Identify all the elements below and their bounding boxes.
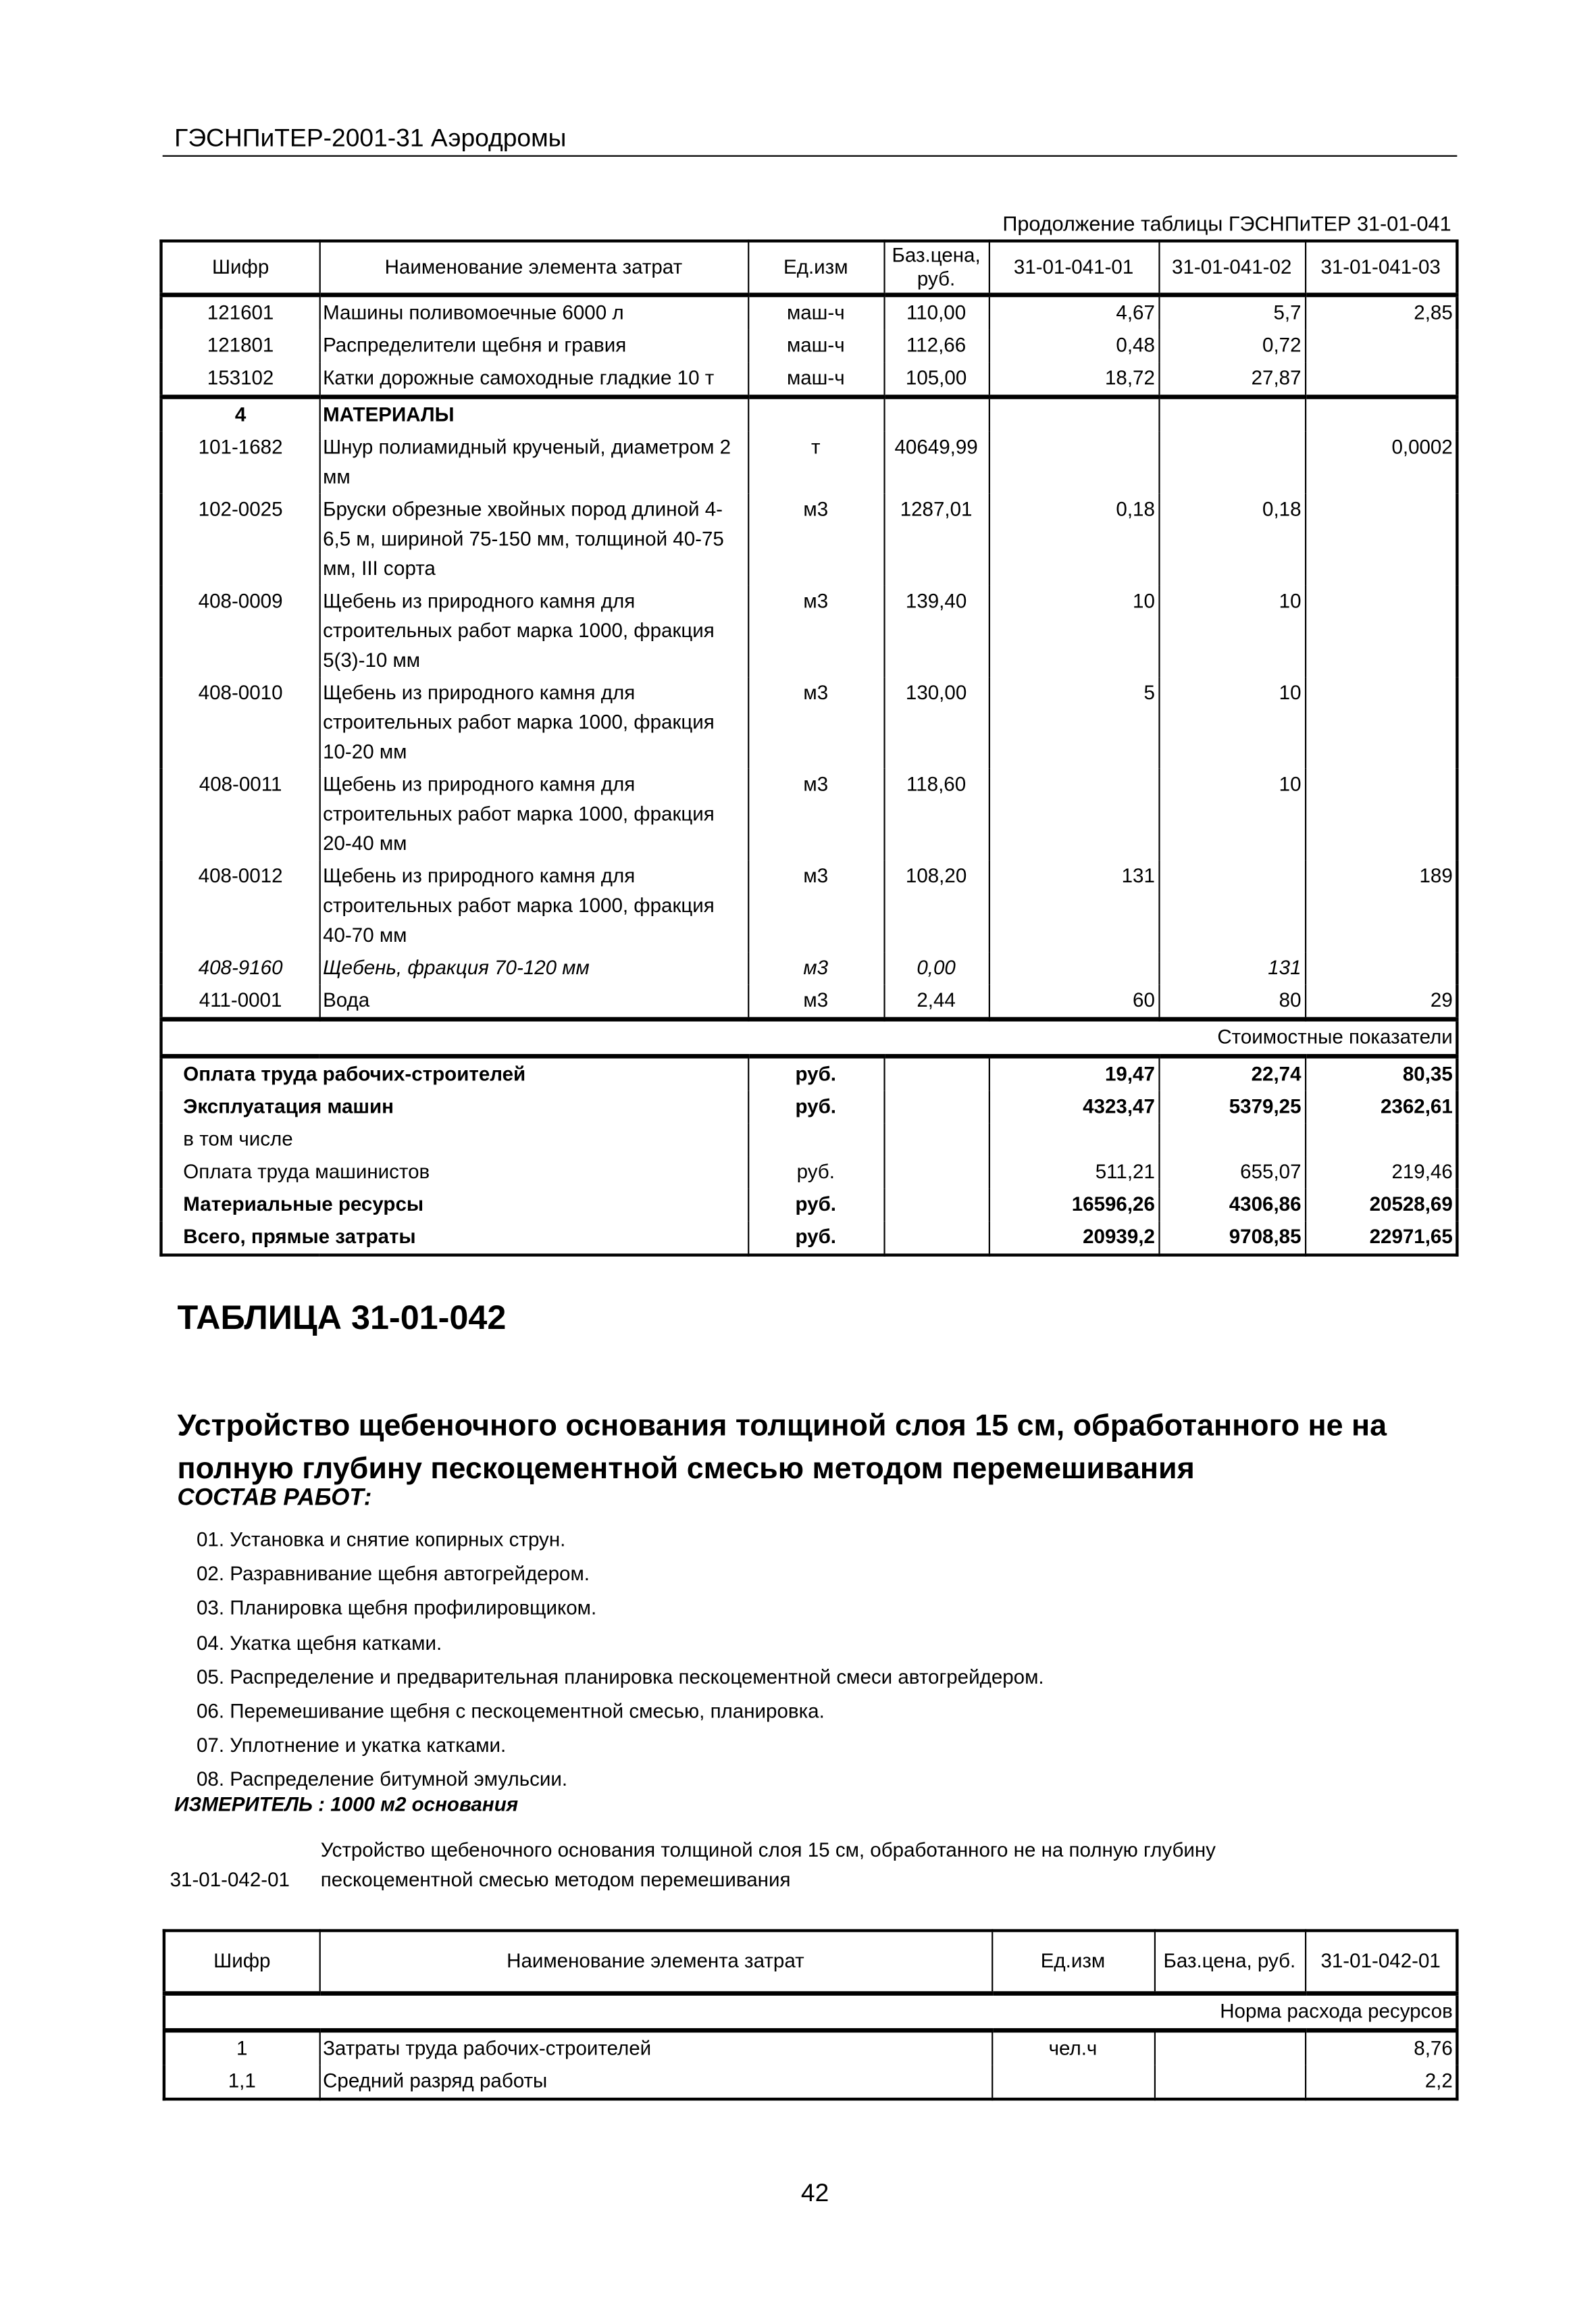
value-cell: 60 <box>989 984 1159 1019</box>
price-cell <box>1154 2030 1305 2065</box>
value-cell <box>1305 769 1457 861</box>
value-cell <box>989 397 1159 431</box>
summary-name: Оплата труда машинистов <box>161 1156 748 1188</box>
value-cell: 5,7 <box>1158 295 1305 330</box>
name-cell: Распределители щебня и гравия <box>319 330 748 362</box>
price-cell <box>1154 2065 1305 2099</box>
table-row <box>161 330 1457 362</box>
value-cell: 9708,85 <box>1158 1221 1305 1255</box>
table-row <box>161 397 1457 431</box>
code-cell: 408-0009 <box>161 585 319 677</box>
code-cell: 101-1682 <box>161 432 319 494</box>
column-header: Шифр <box>161 241 319 295</box>
column-header: 31-01-042-01 <box>1305 1931 1457 1994</box>
value-cell: 80,35 <box>1305 1056 1457 1090</box>
unit-cell: руб. <box>748 1221 883 1255</box>
code-cell: 153102 <box>161 362 319 397</box>
value-cell: 16596,26 <box>989 1188 1159 1221</box>
column-header: Баз.цена, руб. <box>883 241 988 295</box>
value-cell <box>1158 397 1305 431</box>
work-item: 02. Разравнивание щебня автогрейдером. <box>197 1563 590 1585</box>
summary-name: Оплата труда рабочих-строителей <box>161 1056 748 1090</box>
unit-cell: м3 <box>748 494 883 586</box>
item-description-line1: Устройство щебеночного основания толщиной слоя 15 см, обработанного не на полную глубину <box>320 1838 1216 1861</box>
price-cell: 118,60 <box>883 769 988 861</box>
value-cell <box>1305 1124 1457 1156</box>
works-label: СОСТАВ РАБОТ: <box>177 1485 372 1511</box>
table-row <box>161 677 1457 769</box>
table-title: ТАБЛИЦА 31-01-042 <box>177 1298 507 1336</box>
value-cell <box>1305 397 1457 431</box>
value-cell: 8,76 <box>1305 2030 1457 2065</box>
price-cell: 40649,99 <box>883 432 988 494</box>
value-cell: 0,72 <box>1158 330 1305 362</box>
value-cell: 0,18 <box>1158 494 1305 586</box>
code-cell: 408-0011 <box>161 769 319 861</box>
unit-cell: м3 <box>748 585 883 677</box>
cost-section-row <box>161 1020 1457 1057</box>
header-rule <box>163 155 1458 157</box>
table-row <box>161 295 1457 330</box>
value-cell <box>989 432 1159 494</box>
price-cell <box>883 1188 988 1221</box>
value-cell <box>1305 494 1457 586</box>
works-list <box>197 1523 1044 1797</box>
unit-cell: руб. <box>748 1156 883 1188</box>
item-description-line2: пескоцементной смесью методом перемешивания <box>320 1868 791 1891</box>
unit-cell: м3 <box>748 984 883 1019</box>
value-cell: 0,48 <box>989 330 1159 362</box>
name-cell: Щебень из природного камня для строительных работ марка 1000, фракция 10-20 мм <box>319 677 748 769</box>
value-cell: 20528,69 <box>1305 1188 1457 1221</box>
price-cell: 130,00 <box>883 677 988 769</box>
table-row <box>161 432 1457 494</box>
name-cell: МАТЕРИАЛЫ <box>319 397 748 431</box>
value-cell: 2362,61 <box>1305 1091 1457 1124</box>
price-cell: 105,00 <box>883 362 988 397</box>
summary-row <box>161 1188 1457 1221</box>
code-cell: 408-0010 <box>161 677 319 769</box>
value-cell: 4306,86 <box>1158 1188 1305 1221</box>
value-cell: 10 <box>1158 677 1305 769</box>
code-cell: 408-0012 <box>161 860 319 952</box>
work-item: 08. Распределение битумной эмульсии. <box>197 1768 568 1791</box>
summary-row <box>161 1056 1457 1090</box>
value-cell: 20939,2 <box>989 1221 1159 1255</box>
table-continuation-label: Продолжение таблицы ГЭСНПиТЕР 31-01-041 <box>1002 211 1451 235</box>
work-item: 03. Планировка щебня профилировщиком. <box>197 1596 597 1619</box>
cost-section-label: Стоимостные показатели <box>161 1020 1457 1057</box>
price-cell: 1287,01 <box>883 494 988 586</box>
name-cell: Щебень из природного камня для строительных работ марка 1000, фракция 20-40 мм <box>319 769 748 861</box>
summary-name: Материальные ресурсы <box>161 1188 748 1221</box>
unit-cell: м3 <box>748 769 883 861</box>
unit-cell: маш-ч <box>748 295 883 330</box>
code-cell: 1 <box>164 2030 319 2065</box>
column-header: Ед.изм <box>992 1931 1154 1994</box>
page-number: 42 <box>800 2179 829 2207</box>
code-cell: 4 <box>161 397 319 431</box>
value-cell: 131 <box>1158 952 1305 984</box>
summary-name: Эксплуатация машин <box>161 1091 748 1124</box>
table-row <box>164 2065 1457 2099</box>
item-code: 31-01-042-01 <box>170 1868 290 1891</box>
name-cell: Шнур полиамидный крученый, диаметром 2 мм <box>319 432 748 494</box>
price-cell <box>883 1221 988 1255</box>
summary-row <box>161 1221 1457 1255</box>
unit-cell: руб. <box>748 1056 883 1090</box>
price-cell: 0,00 <box>883 952 988 984</box>
value-cell: 10 <box>1158 585 1305 677</box>
table-row <box>161 860 1457 952</box>
work-item: 07. Уплотнение и укатка катками. <box>197 1734 507 1757</box>
value-cell: 18,72 <box>989 362 1159 397</box>
value-cell: 511,21 <box>989 1156 1159 1188</box>
price-cell: 139,40 <box>883 585 988 677</box>
value-cell: 10 <box>989 585 1159 677</box>
price-cell: 108,20 <box>883 860 988 952</box>
name-cell: Вода <box>319 984 748 1019</box>
norm-section-row <box>164 1994 1457 2031</box>
work-item: 05. Распределение и предварительная планировка пескоцементной смеси автогрейдером. <box>197 1665 1044 1688</box>
name-cell: Щебень из природного камня для строительных работ марка 1000, фракция 40-70 мм <box>319 860 748 952</box>
summary-name: Всего, прямые затраты <box>161 1221 748 1255</box>
unit-cell: руб. <box>748 1188 883 1221</box>
value-cell: 4323,47 <box>989 1091 1159 1124</box>
table-row <box>161 585 1457 677</box>
value-cell <box>1305 677 1457 769</box>
price-cell <box>883 397 988 431</box>
value-cell: 5379,25 <box>1158 1091 1305 1124</box>
code-cell: 121601 <box>161 295 319 330</box>
value-cell: 189 <box>1305 860 1457 952</box>
price-cell <box>883 1156 988 1188</box>
value-cell: 22,74 <box>1158 1056 1305 1090</box>
name-cell: Щебень из природного камня для строительных работ марка 1000, фракция 5(3)-10 мм <box>319 585 748 677</box>
price-cell: 112,66 <box>883 330 988 362</box>
value-cell: 0,0002 <box>1305 432 1457 494</box>
summary-row <box>161 1091 1457 1124</box>
code-cell: 1,1 <box>164 2065 319 2099</box>
table-row <box>164 2030 1457 2065</box>
unit-cell: м3 <box>748 860 883 952</box>
code-cell: 121801 <box>161 330 319 362</box>
unit-cell: маш-ч <box>748 362 883 397</box>
unit-cell: т <box>748 432 883 494</box>
code-cell: 408-9160 <box>161 952 319 984</box>
value-cell: 219,46 <box>1305 1156 1457 1188</box>
column-header: Шифр <box>164 1931 319 1994</box>
value-cell: 27,87 <box>1158 362 1305 397</box>
unit-cell: м3 <box>748 952 883 984</box>
table-row <box>161 769 1457 861</box>
resource-table-042 <box>163 1929 1459 2101</box>
value-cell <box>1305 952 1457 984</box>
value-cell: 29 <box>1305 984 1457 1019</box>
value-cell: 655,07 <box>1158 1156 1305 1188</box>
name-cell: Щебень, фракция 70-120 мм <box>319 952 748 984</box>
meter-label: ИЗМЕРИТЕЛЬ : 1000 м2 основания <box>174 1793 519 1815</box>
price-cell: 2,44 <box>883 984 988 1019</box>
value-cell: 2,2 <box>1305 2065 1457 2099</box>
value-cell <box>1158 432 1305 494</box>
value-cell: 4,67 <box>989 295 1159 330</box>
value-cell <box>1305 330 1457 362</box>
value-cell <box>1158 1124 1305 1156</box>
table-row <box>161 494 1457 586</box>
table-row <box>161 984 1457 1019</box>
value-cell <box>989 1124 1159 1156</box>
value-cell <box>1305 585 1457 677</box>
column-header: Наименование элемента затрат <box>319 1931 992 1994</box>
value-cell <box>989 952 1159 984</box>
value-cell: 5 <box>989 677 1159 769</box>
value-cell: 131 <box>989 860 1159 952</box>
summary-row <box>161 1124 1457 1156</box>
norm-section-label: Норма расхода ресурсов <box>164 1994 1457 2031</box>
summary-name: в том числе <box>161 1124 748 1156</box>
value-cell <box>989 769 1159 861</box>
work-item: 06. Перемешивание щебня с пескоцементной смесью, планировка. <box>197 1700 825 1723</box>
unit-cell <box>748 1124 883 1156</box>
value-cell <box>1305 362 1457 397</box>
column-header: 31-01-041-03 <box>1305 241 1457 295</box>
price-cell: 110,00 <box>883 295 988 330</box>
unit-cell: руб. <box>748 1091 883 1124</box>
value-cell <box>1158 860 1305 952</box>
name-cell: Средний разряд работы <box>319 2065 992 2099</box>
value-cell: 2,85 <box>1305 295 1457 330</box>
table-row <box>161 362 1457 397</box>
unit-cell: чел.ч <box>992 2030 1154 2065</box>
unit-cell <box>992 2065 1154 2099</box>
unit-cell <box>748 397 883 431</box>
resource-table-041 <box>159 239 1458 1256</box>
column-header: 31-01-041-01 <box>989 241 1159 295</box>
column-header: Баз.цена, руб. <box>1154 1931 1305 1994</box>
table-row <box>161 952 1457 984</box>
running-header: ГЭСНПиТЕР-2001-31 Аэродромы <box>174 124 567 153</box>
unit-cell: м3 <box>748 677 883 769</box>
column-header: 31-01-041-02 <box>1158 241 1305 295</box>
price-cell <box>883 1056 988 1090</box>
summary-row <box>161 1156 1457 1188</box>
name-cell: Затраты труда рабочих-строителей <box>319 2030 992 2065</box>
value-cell: 10 <box>1158 769 1305 861</box>
work-item: 04. Укатка щебня катками. <box>197 1631 442 1654</box>
name-cell: Катки дорожные самоходные гладкие 10 т <box>319 362 748 397</box>
code-cell: 102-0025 <box>161 494 319 586</box>
value-cell: 0,18 <box>989 494 1159 586</box>
work-item: 01. Установка и снятие копирных струн. <box>197 1528 566 1551</box>
price-cell <box>883 1124 988 1156</box>
value-cell: 80 <box>1158 984 1305 1019</box>
price-cell <box>883 1091 988 1124</box>
name-cell: Бруски обрезные хвойных пород длиной 4-6,5 м, шириной 75-150 мм, толщиной 40-75 мм, III сорта <box>319 494 748 586</box>
section-heading: Устройство щебеночного основания толщиной слоя 15 см, обработанного не на полную глубину пескоцементной смесью методом перемешивания <box>177 1409 1387 1486</box>
column-header: Наименование элемента затрат <box>319 241 748 295</box>
unit-cell: маш-ч <box>748 330 883 362</box>
name-cell: Машины поливомоечные 6000 л <box>319 295 748 330</box>
value-cell: 22971,65 <box>1305 1221 1457 1255</box>
code-cell: 411-0001 <box>161 984 319 1019</box>
column-header: Ед.изм <box>748 241 883 295</box>
value-cell: 19,47 <box>989 1056 1159 1090</box>
